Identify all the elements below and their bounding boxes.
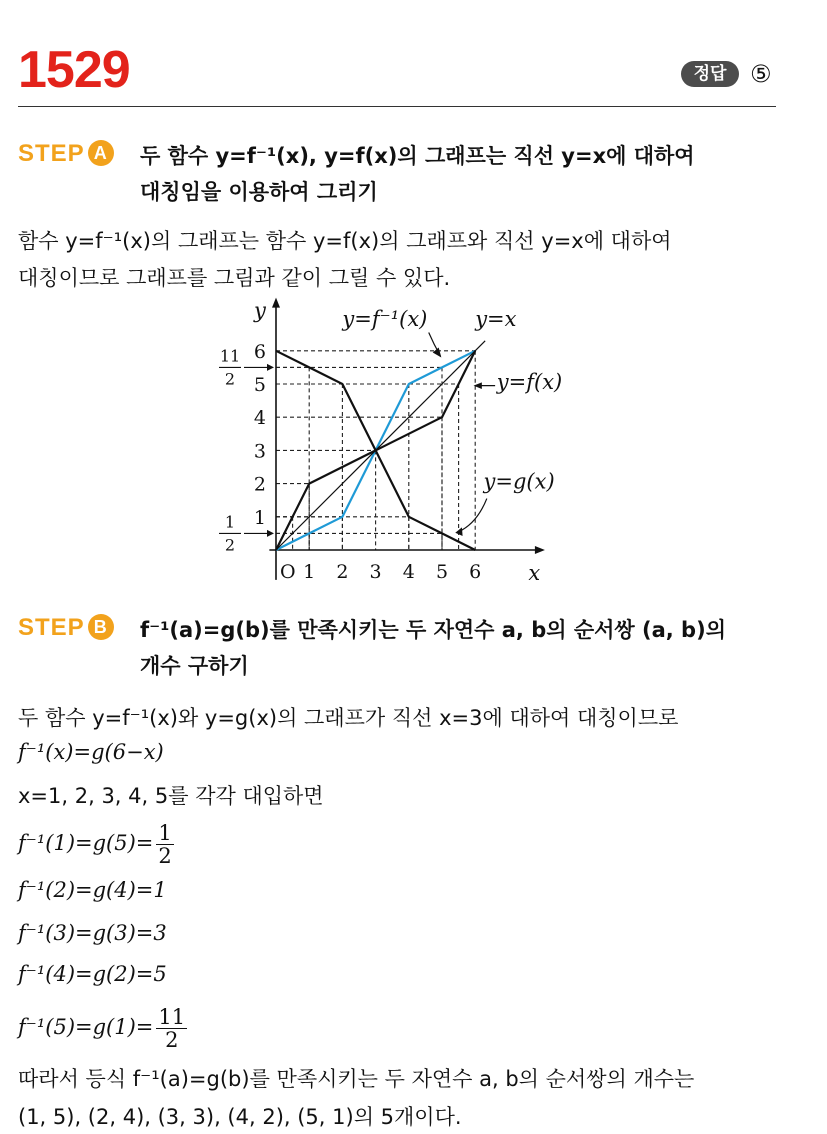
function-graph: [200, 290, 570, 590]
equation-3: f⁻¹(3)=g(3)=3: [18, 921, 167, 945]
frac-one-half-den: 2: [224, 535, 236, 555]
y-tick-label: 6: [253, 340, 266, 363]
header-divider: [18, 106, 776, 107]
f-inverse-pointer-head: [433, 347, 442, 357]
x-tick-label: 6: [469, 561, 482, 583]
answer-badge: 정답: [681, 61, 739, 87]
x-axis-arrow: [535, 546, 545, 554]
equation-5: [18, 1006, 187, 1051]
y-axis-arrow: [272, 298, 280, 308]
equation-1-text: f⁻¹(1)=g(5)=: [18, 831, 154, 855]
x-axis-label: x: [528, 561, 541, 585]
step-a-letter: A: [88, 140, 114, 166]
equation-1-den: 2: [158, 844, 172, 868]
step-a-text: STEP: [18, 140, 85, 167]
x-tick-label: 3: [369, 561, 382, 583]
frac-one-half-arrowhead: [267, 530, 274, 537]
equation-5-den: 2: [165, 1028, 179, 1052]
frac-eleven-half-num: 11: [219, 346, 241, 366]
identity-label: y=x: [475, 306, 517, 331]
step-b-title-line1: f⁻¹(a)=g(b)를 만족시키는 두 자연수 a, b의 순서쌍 (a, b)의: [140, 618, 726, 642]
curve-labels: [253, 299, 562, 585]
y-tick-label: 1: [253, 506, 266, 529]
step-b-label: [18, 614, 114, 642]
x-tick-label: 4: [402, 561, 415, 583]
step-b-body-line2: f⁻¹(x)=g(6−x): [18, 740, 164, 764]
step-a-title-line2: 대칭임을 이용하여 그리기: [140, 180, 378, 204]
frac-eleven-half-den: 2: [224, 369, 236, 389]
step-b-text: STEP: [18, 614, 85, 641]
equation-2: f⁻¹(2)=g(4)=1: [18, 878, 167, 902]
graph-lines: [276, 341, 485, 550]
y-tick-label: 2: [253, 473, 266, 496]
x-tick-label: 2: [336, 561, 349, 583]
equation-1-fraction: [156, 822, 173, 867]
equation-1-num: 1: [158, 821, 172, 845]
frac-eleven-half-arrowhead: [267, 364, 274, 371]
step-b-letter: B: [88, 614, 114, 640]
equation-4: f⁻¹(4)=g(2)=5: [18, 962, 167, 986]
x-tick-label: 5: [435, 561, 449, 583]
equation-1: [18, 822, 174, 867]
axes: [269, 298, 545, 580]
y-axis-label: y: [254, 298, 266, 323]
step-a-body-line1: 함수 y=f⁻¹(x)의 그래프는 함수 y=f(x)의 그래프와 직선 y=x에 대하여: [18, 229, 672, 253]
equation-5-num: 11: [158, 1005, 186, 1029]
y-tick-label: 4: [253, 407, 266, 430]
origin-label: O: [280, 561, 296, 583]
problem-number: 1529: [18, 41, 130, 99]
step-a-label: [18, 140, 114, 168]
conclusion-line1: 따라서 등식 f⁻¹(a)=g(b)를 만족시키는 두 자연수 a, b의 순서쌍의 개수는: [18, 1067, 695, 1091]
conclusion-line2: (1, 5), (2, 4), (3, 3), (4, 2), (5, 1)의 5개이다.: [18, 1105, 462, 1129]
step-b-title-line2: 개수 구하기: [140, 654, 249, 678]
g-label: y=g(x): [483, 469, 555, 494]
answer-value: ⑤: [750, 60, 772, 88]
identity-line: [276, 341, 485, 550]
step-a-title-line1: 두 함수 y=f⁻¹(x), y=f(x)의 그래프는 직선 y=x에 대하여: [140, 144, 695, 168]
y-tick-label: 3: [253, 440, 266, 463]
f-inverse-label: y=f⁻¹(x): [342, 306, 428, 331]
g-pointer: [459, 499, 487, 532]
step-a-body-line2: 대칭이므로 그래프를 그림과 같이 그릴 수 있다.: [18, 266, 451, 290]
f-label: y=f(x): [496, 369, 563, 394]
y-tick-label: 5: [253, 374, 266, 396]
equation-5-text: f⁻¹(5)=g(1)=: [18, 1015, 154, 1039]
equation-5-fraction: [156, 1006, 187, 1051]
x-tick-label: 1: [303, 561, 316, 583]
step-b-body-line3: x=1, 2, 3, 4, 5를 각각 대입하면: [18, 784, 324, 808]
step-b-body-line1: 두 함수 y=f⁻¹(x)와 y=g(x)의 그래프가 직선 x=3에 대하여 대칭이므로: [18, 706, 679, 730]
frac-one-half-num: 1: [224, 512, 236, 532]
